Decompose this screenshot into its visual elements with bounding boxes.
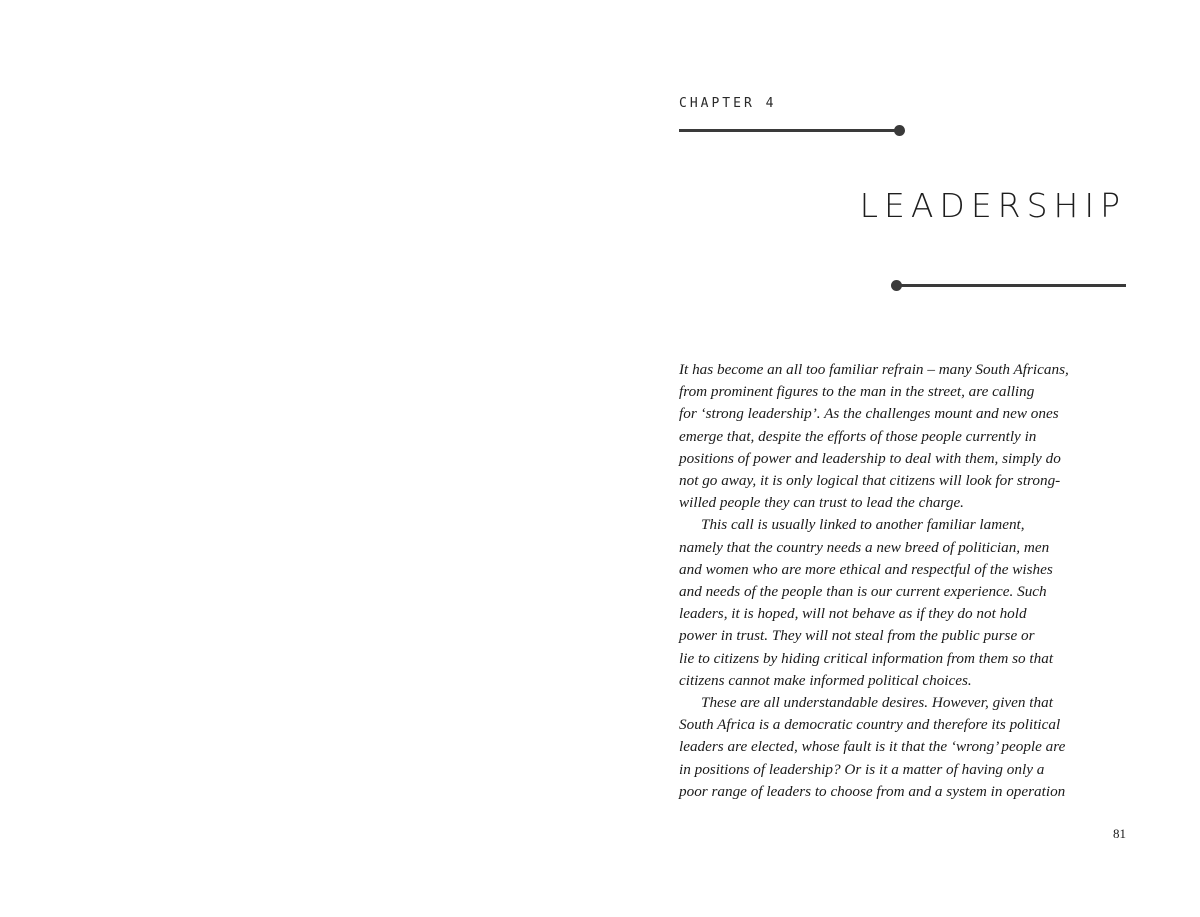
text-line: lie to citizens by hiding critical information from them so that (679, 649, 1054, 667)
text-line: not go away, it is only logical that citizens will look for strong- (679, 472, 1061, 490)
text-line: This call is usually linked to another familiar lament, (701, 516, 1025, 534)
chapter-label: CHAPTER 4 (679, 96, 777, 111)
text-line: and needs of the people than is our current experience. Such (679, 583, 1047, 601)
text-line: willed people they can trust to lead the charge. (679, 494, 964, 512)
text-line: in positions of leadership? Or is it a matter of having only a (679, 760, 1045, 778)
text-line: positions of power and leadership to deal with them, simply do (679, 449, 1061, 467)
text-line: poor range of leaders to choose from and a system in operation (679, 782, 1066, 800)
text-line: power in trust. They will not steal from the public purse or (679, 627, 1035, 645)
right-page (600, 0, 1200, 917)
chapter-rule-top (679, 129, 899, 132)
text-line: citizens cannot make informed political choices. (679, 671, 972, 689)
text-line: South Africa is a democratic country and therefore its political (679, 716, 1061, 734)
body-text (679, 359, 1109, 803)
text-line: leaders are elected, whose fault is it that the ‘wrong’ people are (679, 738, 1066, 756)
rule-start-dot (891, 280, 902, 291)
text-line: leaders, it is hoped, will not behave as if they do not hold (679, 605, 1027, 623)
text-line: and women who are more ethical and respectful of the wishes (679, 560, 1053, 578)
text-line: from prominent figures to the man in the street, are calling (679, 383, 1035, 401)
chapter-rule-bottom (897, 284, 1126, 287)
page-number: 81 (1113, 826, 1126, 841)
text-line: These are all understandable desires. However, given that (701, 694, 1053, 712)
text-line: It has become an all too familiar refrain – many South Africans, (679, 361, 1069, 378)
text-line: emerge that, despite the efforts of those people currently in (679, 427, 1037, 445)
chapter-title: LEADERSHIP (859, 186, 1126, 225)
rule-end-dot (894, 125, 905, 136)
text-line: for ‘strong leadership’. As the challenges mount and new ones (679, 405, 1059, 423)
text-line: namely that the country needs a new breed of politician, men (679, 538, 1050, 556)
